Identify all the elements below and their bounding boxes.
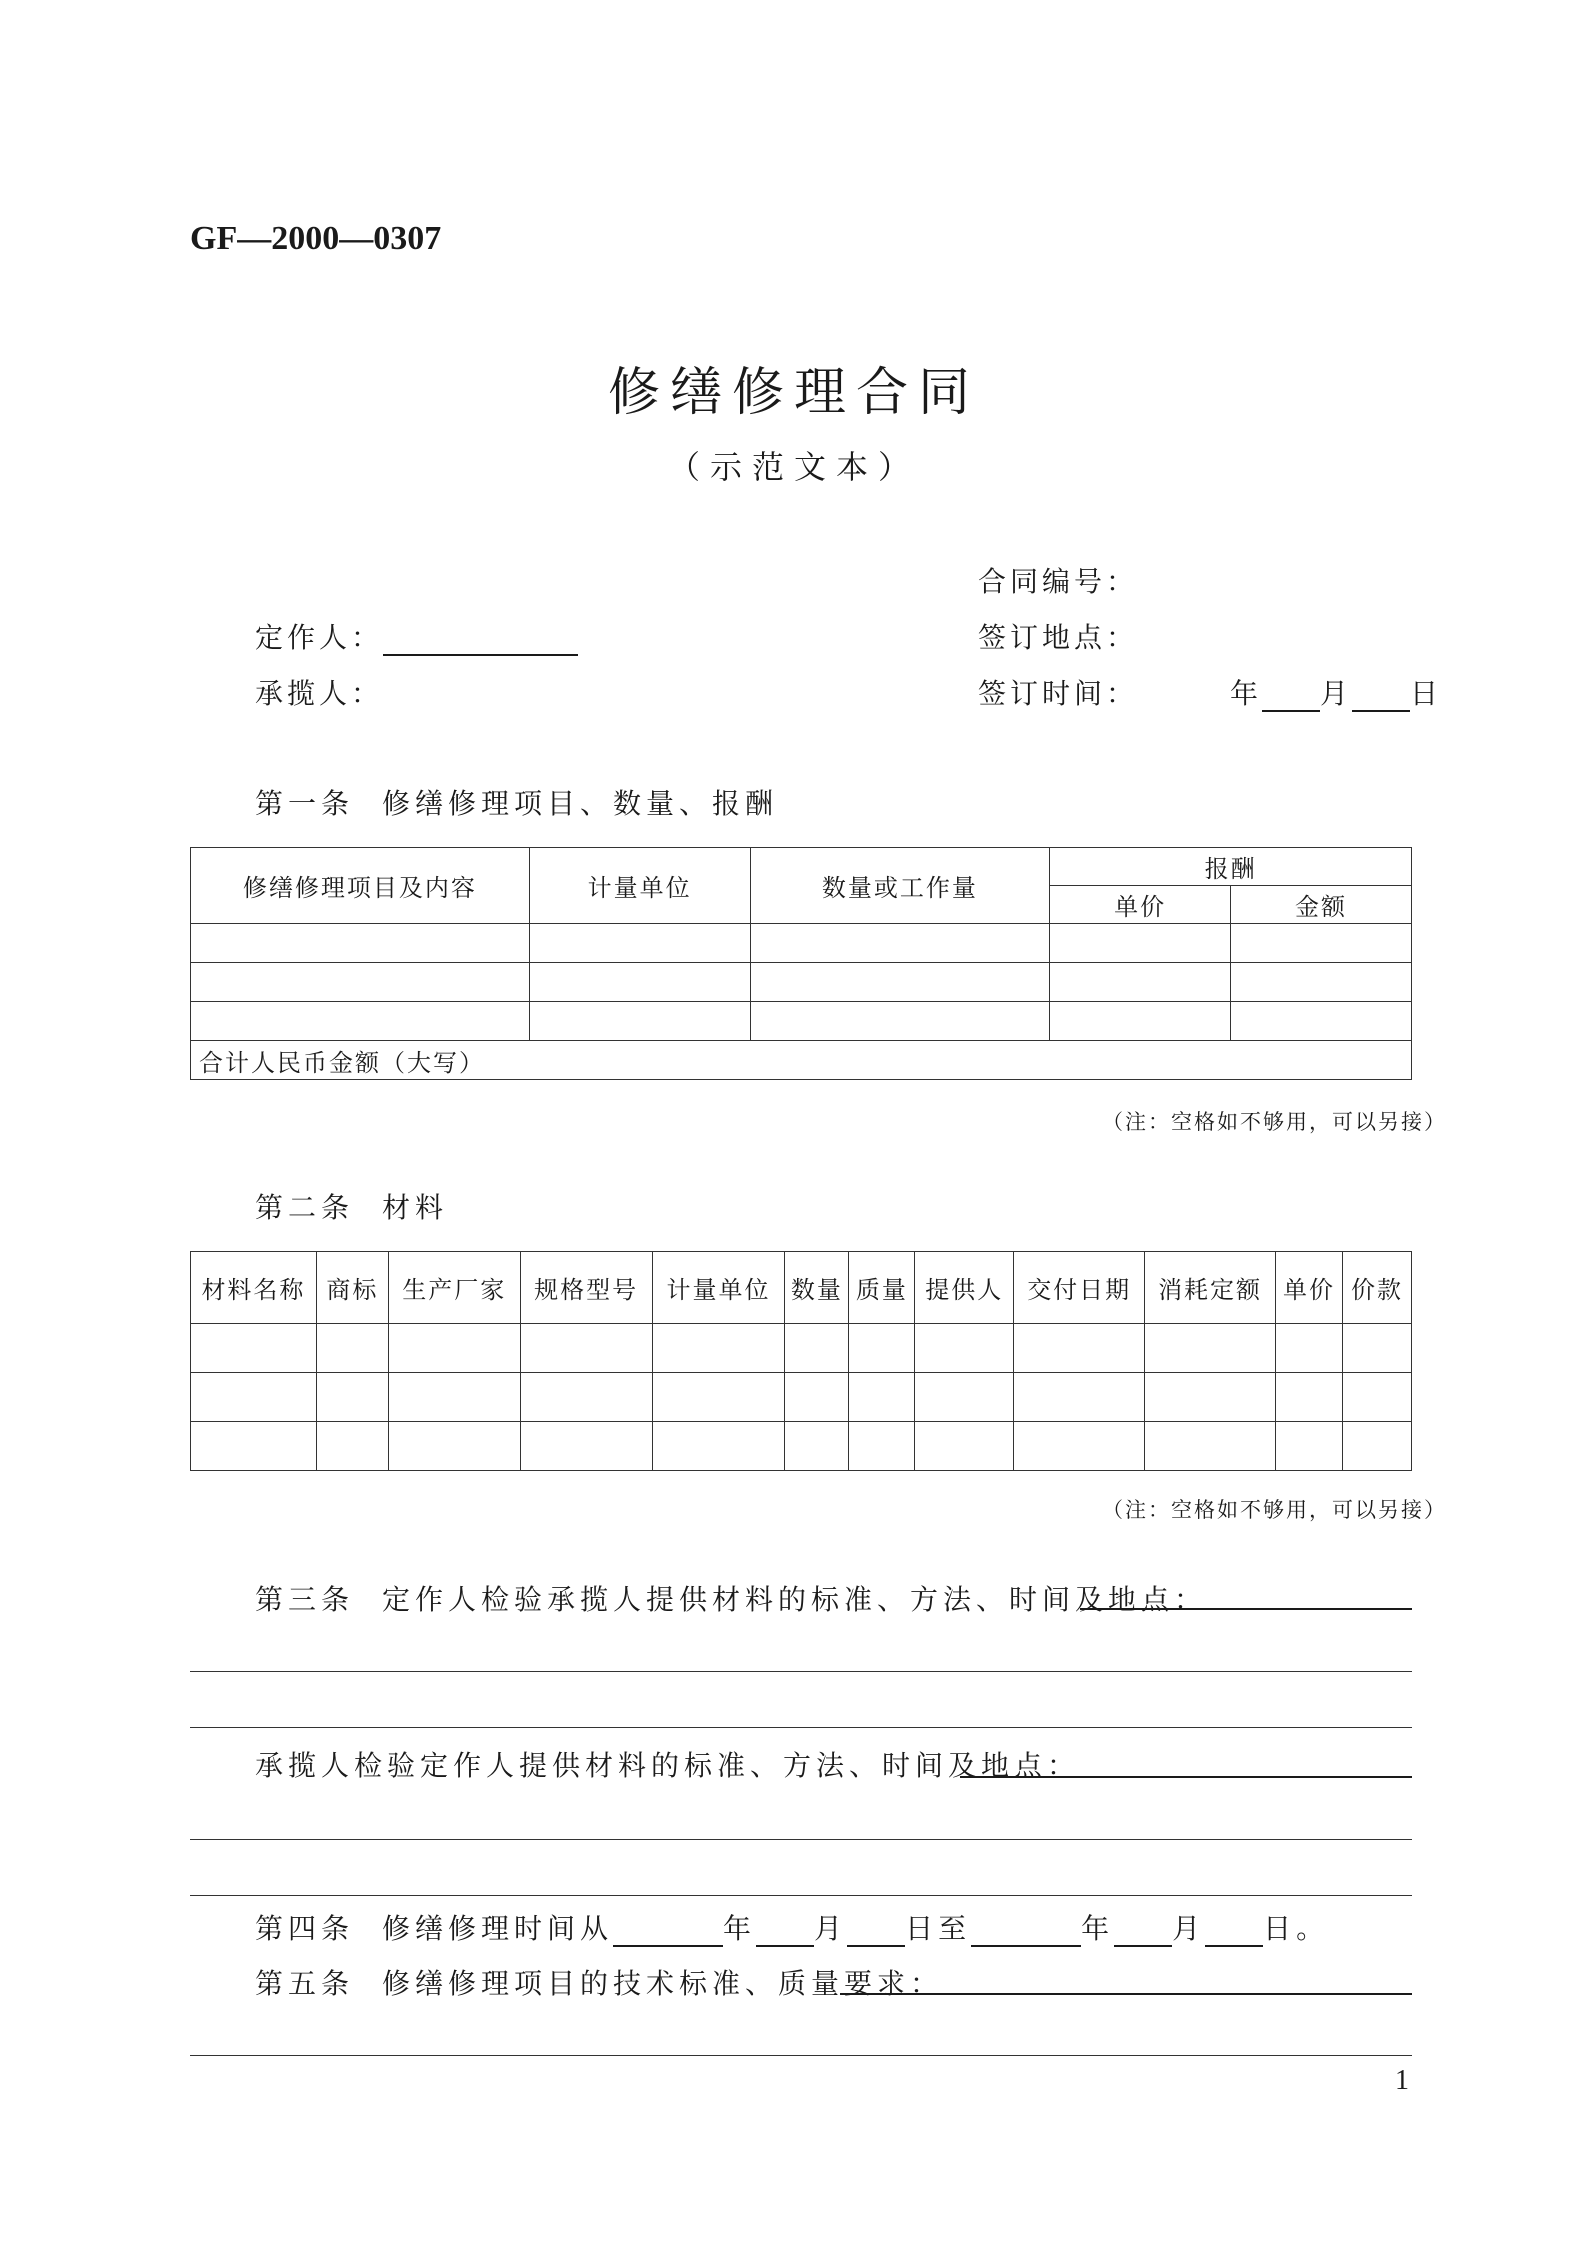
col-header-brand: 商标 xyxy=(316,1252,388,1324)
col-header-amount: 金额 xyxy=(1231,886,1412,924)
document-subtitle: （示范文本） xyxy=(667,448,920,486)
table-cell[interactable] xyxy=(652,1373,785,1422)
table-cell[interactable] xyxy=(1231,924,1412,963)
client-row xyxy=(255,616,578,656)
table-cell[interactable] xyxy=(915,1324,1014,1373)
start-month-blank[interactable] xyxy=(756,1915,814,1947)
table-cell[interactable] xyxy=(191,1324,317,1373)
client-label: 定作人： xyxy=(255,621,384,654)
table-cell[interactable] xyxy=(388,1422,520,1471)
table-cell[interactable] xyxy=(750,1002,1050,1041)
article3-blank-line-2[interactable] xyxy=(190,1727,1412,1728)
client-blank[interactable] xyxy=(383,624,578,656)
article4-number: 第四条 xyxy=(255,1912,355,1945)
col-header-material-name: 材料名称 xyxy=(191,1252,317,1324)
total-amount-label: 合计人民币金额（大写） xyxy=(199,1048,485,1077)
start-year-label: 年 xyxy=(723,1912,757,1945)
col-header-unit-price: 单价 xyxy=(1050,886,1231,924)
table-cell[interactable] xyxy=(652,1422,785,1471)
contractor-label: 承揽人： xyxy=(255,677,384,710)
table-row xyxy=(191,1422,1412,1471)
table-cell[interactable] xyxy=(785,1324,849,1373)
article5-text: 修缮修理项目的技术标准、质量要求： xyxy=(382,1967,944,2000)
table-cell[interactable] xyxy=(529,1002,750,1041)
table-cell[interactable] xyxy=(1145,1324,1276,1373)
sign-time-label: 签订时间： xyxy=(978,677,1139,710)
col-header-quantity: 数量 xyxy=(785,1252,849,1324)
article4-heading xyxy=(255,1907,1329,1947)
article1-number: 第一条 xyxy=(255,787,355,820)
table-row xyxy=(191,1324,1412,1373)
end-day-blank[interactable] xyxy=(1205,1915,1263,1947)
table-cell[interactable] xyxy=(520,1422,652,1471)
table-row xyxy=(191,1373,1412,1422)
table-cell[interactable] xyxy=(785,1373,849,1422)
table-cell[interactable] xyxy=(750,924,1050,963)
sign-month-blank[interactable] xyxy=(1262,680,1320,712)
col-header-spec-model: 规格型号 xyxy=(520,1252,652,1324)
total-amount-cell[interactable] xyxy=(191,1041,1412,1080)
col-header-price: 价款 xyxy=(1342,1252,1411,1324)
article5-number: 第五条 xyxy=(255,1967,355,2000)
table-cell[interactable] xyxy=(1276,1324,1343,1373)
table-cell[interactable] xyxy=(191,1422,317,1471)
table-cell[interactable] xyxy=(520,1373,652,1422)
table-cell[interactable] xyxy=(1231,1002,1412,1041)
table-cell[interactable] xyxy=(1014,1324,1145,1373)
table-cell[interactable] xyxy=(750,963,1050,1002)
table-cell[interactable] xyxy=(1145,1422,1276,1471)
col-header-quality: 质量 xyxy=(849,1252,915,1324)
start-day-label: 日至 xyxy=(905,1912,972,1945)
table-cell[interactable] xyxy=(316,1373,388,1422)
materials-table xyxy=(190,1251,1412,1471)
article3-contractor-blank-line-2[interactable] xyxy=(190,1895,1412,1896)
end-month-label: 月 xyxy=(1172,1912,1206,1945)
document-code: GF—2000—0307 xyxy=(190,220,442,257)
col-header-item: 修缮修理项目及内容 xyxy=(191,848,530,924)
table-cell[interactable] xyxy=(652,1324,785,1373)
article4-text: 修缮修理时间从 xyxy=(382,1912,614,1945)
col-header-provider: 提供人 xyxy=(915,1252,1014,1324)
end-year-blank[interactable] xyxy=(971,1915,1081,1947)
sign-month-label: 月 xyxy=(1320,677,1353,710)
table-cell[interactable] xyxy=(1276,1422,1343,1471)
table-cell[interactable] xyxy=(915,1373,1014,1422)
table-cell[interactable] xyxy=(1050,1002,1231,1041)
sign-year-label: 年 xyxy=(1230,677,1263,710)
article2-number: 第二条 xyxy=(255,1191,355,1224)
page-number: 1 xyxy=(1395,2065,1409,2096)
table-cell[interactable] xyxy=(849,1422,915,1471)
table-cell[interactable] xyxy=(520,1324,652,1373)
article5-blank-inline[interactable] xyxy=(840,1993,1412,1995)
table-cell[interactable] xyxy=(1342,1422,1411,1471)
sign-time-row xyxy=(978,672,1442,712)
table-row xyxy=(191,1002,1412,1041)
table-cell[interactable] xyxy=(1050,924,1231,963)
col-header-unit-price: 单价 xyxy=(1276,1252,1343,1324)
table-cell[interactable] xyxy=(1231,963,1412,1002)
table-cell[interactable] xyxy=(915,1422,1014,1471)
article2-heading xyxy=(255,1186,448,1226)
table-cell[interactable] xyxy=(388,1324,520,1373)
table-cell[interactable] xyxy=(316,1422,388,1471)
start-year-blank[interactable] xyxy=(613,1915,723,1947)
table-row xyxy=(191,963,1412,1002)
table-cell[interactable] xyxy=(316,1324,388,1373)
article3-heading xyxy=(255,1578,1207,1618)
col-header-manufacturer: 生产厂家 xyxy=(388,1252,520,1324)
sign-place-label: 签订地点： xyxy=(978,621,1139,654)
start-month-label: 月 xyxy=(814,1912,848,1945)
article3-contractor-blank-inline[interactable] xyxy=(960,1776,1412,1778)
article3-text: 定作人检验承揽人提供材料的标准、方法、时间及地点： xyxy=(382,1583,1208,1616)
article1-note: （注：空格如不够用，可以另接） xyxy=(1102,1110,1447,1134)
article5-blank-line-1[interactable] xyxy=(190,2055,1412,2056)
article3-blank-line-1[interactable] xyxy=(190,1671,1412,1672)
table-cell[interactable] xyxy=(191,924,530,963)
col-header-consumption-quota: 消耗定额 xyxy=(1145,1252,1276,1324)
end-day-label: 日。 xyxy=(1263,1912,1330,1945)
table-cell[interactable] xyxy=(849,1373,915,1422)
table-cell[interactable] xyxy=(191,963,530,1002)
col-header-quantity: 数量或工作量 xyxy=(750,848,1050,924)
table-cell[interactable] xyxy=(849,1324,915,1373)
document-title: 修缮修理合同 xyxy=(607,363,980,423)
col-header-unit: 计量单位 xyxy=(652,1252,785,1324)
table-cell[interactable] xyxy=(1014,1422,1145,1471)
start-day-blank[interactable] xyxy=(847,1915,905,1947)
table-cell[interactable] xyxy=(785,1422,849,1471)
contract-no-label: 合同编号： xyxy=(978,565,1139,598)
article3-contractor-blank-line-1[interactable] xyxy=(190,1839,1412,1840)
article3-contractor-text: 承揽人检验定作人提供材料的标准、方法、时间及地点： xyxy=(255,1749,1081,1782)
table-cell[interactable] xyxy=(1276,1373,1343,1422)
table-cell[interactable] xyxy=(1145,1373,1276,1422)
sign-day-label: 日 xyxy=(1410,677,1443,710)
reward-table xyxy=(190,847,1412,1080)
end-year-label: 年 xyxy=(1081,1912,1115,1945)
article1-text: 修缮修理项目、数量、报酬 xyxy=(382,787,779,820)
col-header-reward: 报酬 xyxy=(1050,848,1412,886)
table-row xyxy=(191,924,1412,963)
article3-number: 第三条 xyxy=(255,1583,355,1616)
col-header-unit: 计量单位 xyxy=(529,848,750,924)
article5-heading xyxy=(255,1962,943,2002)
table-cell[interactable] xyxy=(191,1373,317,1422)
sign-day-blank[interactable] xyxy=(1352,680,1410,712)
article1-heading xyxy=(255,782,778,822)
table-cell[interactable] xyxy=(529,963,750,1002)
table-cell[interactable] xyxy=(388,1373,520,1422)
table-cell[interactable] xyxy=(1014,1373,1145,1422)
table-cell[interactable] xyxy=(191,1002,530,1041)
table-cell[interactable] xyxy=(529,924,750,963)
article3-blank-inline[interactable] xyxy=(1080,1608,1412,1610)
article2-note: （注：空格如不够用，可以另接） xyxy=(1102,1498,1447,1522)
table-cell[interactable] xyxy=(1342,1373,1411,1422)
article2-text: 材料 xyxy=(382,1191,449,1224)
table-cell[interactable] xyxy=(1342,1324,1411,1373)
end-month-blank[interactable] xyxy=(1114,1915,1172,1947)
col-header-delivery-date: 交付日期 xyxy=(1014,1252,1145,1324)
table-cell[interactable] xyxy=(1050,963,1231,1002)
